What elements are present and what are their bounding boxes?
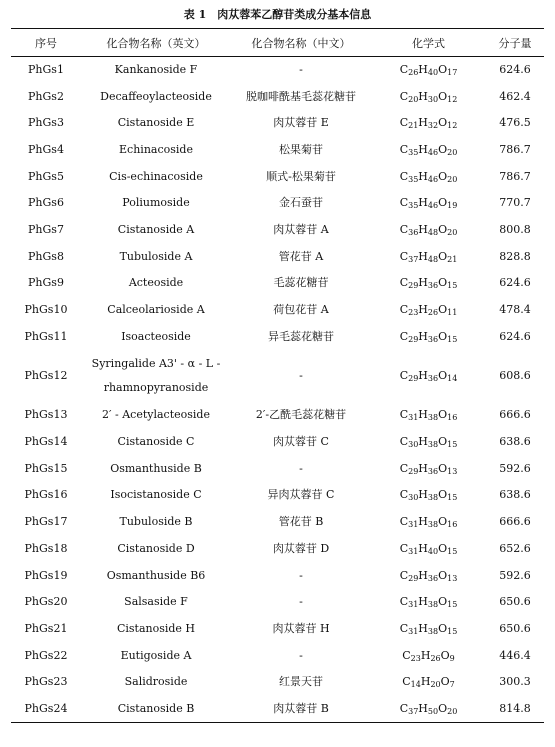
formula-element: H [418,196,428,210]
formula-count: 38 [427,493,439,503]
formula-count: 36 [427,334,439,344]
compound-chinese-name: 肉苁蓉苷 D [272,541,330,555]
compound-formula [371,217,486,244]
compound-molecular-weight: 624.6 [499,329,531,343]
formula-element: C [399,222,409,236]
compound-english-name: Eutigoside A [120,648,192,662]
formula-count: 26 [408,68,419,78]
formula-count: 30 [408,440,419,450]
compound-english-name: Osmanthuside B [110,461,202,475]
formula-count: 21 [408,121,419,131]
formula-count: 29 [408,334,419,344]
table-row [11,455,544,482]
formula-element: O [438,222,448,236]
compound-chinese-name: 管花苷 A [278,249,324,263]
formula-element: O [438,63,448,77]
compound-chinese-name: 松果菊苷 [279,142,323,156]
compound-english-name: Cistanoside A [117,222,195,236]
compound-id: PhGs1 [28,63,64,77]
compound-formula [371,190,486,217]
compound-formula [371,589,486,616]
formula-element: O [438,595,448,609]
compound-id: PhGs18 [24,541,68,555]
compound-english-name: Isocistanoside C [110,488,202,502]
formula-count: 20 [408,94,419,104]
formula-count: 38 [427,520,439,530]
formula-element: C [399,515,409,529]
compound-formula [371,163,486,190]
compound-english-name: Poliumoside [122,196,190,210]
compound-id: PhGs11 [24,329,68,343]
formula-count: 12 [447,94,458,104]
compound-chinese-name: 肉苁蓉苷 C [273,435,329,449]
compound-molecular-weight: 786.7 [499,142,531,156]
header-english-name: 化合物名称（英文） [81,29,231,57]
compound-molecular-weight: 652.6 [499,541,531,555]
formula-element: C [399,568,409,582]
table-row [11,83,544,110]
compound-id: PhGs21 [24,621,68,635]
compound-english-name: 2′ - Acetylacteoside [102,408,210,422]
formula-count: 31 [408,546,419,556]
compound-id: PhGs24 [11,696,81,723]
formula-element: C [399,196,409,210]
formula-element: C [399,408,409,422]
compound-english-name: Cistanoside H [116,621,196,635]
compound-molecular-weight: 650.6 [499,621,531,635]
compound-chinese-name: 管花苷 B [278,515,324,529]
formula-element: C [399,249,409,263]
compound-table [11,28,544,723]
formula-count: 13 [447,466,458,476]
compound-formula [371,297,486,324]
compound-id: PhGs23 [24,675,68,689]
table-row [11,217,544,244]
formula-count: 29 [408,374,419,384]
formula-count: 26 [427,308,439,318]
formula-element: H [418,595,428,609]
compound-id: PhGs7 [28,222,64,236]
formula-element: C [402,648,411,662]
formula-element: O [438,435,448,449]
formula-element: O [440,675,450,689]
formula-element: C [399,701,409,715]
formula-element: H [418,116,428,130]
compound-chinese-name: 异肉苁蓉苷 C [267,488,335,502]
formula-element: C [399,89,409,103]
compound-id: PhGs13 [24,408,68,422]
formula-count: 14 [447,374,458,384]
formula-element: H [418,701,428,715]
formula-count: 23 [408,308,419,318]
formula-count: 9 [449,653,455,663]
compound-formula [371,243,486,270]
formula-count: 38 [427,600,439,610]
formula-count: 20 [447,706,458,716]
compound-formula [371,642,486,669]
formula-count: 20 [447,227,458,237]
formula-element: O [440,648,450,662]
compound-formula [371,57,486,84]
formula-count: 26 [430,653,441,663]
formula-count: 48 [427,227,439,237]
compound-formula [371,350,486,402]
compound-molecular-weight: 786.7 [499,169,531,183]
compound-molecular-weight: 814.8 [486,696,544,723]
compound-chinese-name: 毛蕊花糖苷 [273,276,329,290]
compound-id: PhGs5 [28,169,64,183]
table-row [11,323,544,350]
formula-count: 12 [447,121,458,131]
formula-element: O [438,329,448,343]
formula-count: 36 [427,573,439,583]
formula-count: 31 [408,600,419,610]
formula-count: 35 [408,174,419,184]
formula-element: H [418,303,428,317]
formula-count: 13 [447,573,458,583]
formula-count: 20 [447,174,458,184]
table-row [11,243,544,270]
compound-chinese-name: - [299,461,303,475]
formula-count: 29 [408,466,419,476]
formula-element: O [438,408,448,422]
formula-count: 7 [449,680,455,690]
formula-count: 15 [447,600,458,610]
formula-element: C [399,595,409,609]
compound-formula [371,270,486,297]
formula-element: C [402,675,411,689]
compound-molecular-weight: 446.4 [499,648,531,662]
compound-id: PhGs4 [28,142,64,156]
formula-element: H [418,169,428,183]
formula-element: C [399,276,409,290]
table-row [11,270,544,297]
table-row [11,350,544,402]
formula-count: 19 [447,201,458,211]
formula-element: C [399,116,409,130]
compound-id: PhGs20 [24,595,68,609]
compound-formula [371,482,486,509]
compound-molecular-weight: 592.6 [499,568,531,582]
formula-count: 15 [447,281,458,291]
compound-chinese-name: 肉苁蓉苷 H [272,621,330,635]
formula-element: H [418,568,428,582]
formula-element: H [418,369,428,383]
formula-element: C [399,63,409,77]
compound-id: PhGs17 [24,515,68,529]
compound-chinese-name: 红景天苷 [279,675,323,689]
formula-element: O [438,142,448,156]
formula-element: H [418,249,428,263]
compound-english-name: Tubuloside A [119,249,193,263]
compound-english-name: Kankanoside F [114,63,198,77]
formula-element: C [399,488,409,502]
formula-element: C [399,435,409,449]
formula-count: 15 [447,546,458,556]
compound-english-name: Cis-echinacoside [109,169,203,183]
formula-count: 11 [447,308,458,318]
formula-count: 38 [427,413,439,423]
formula-count: 31 [408,626,419,636]
formula-element: H [418,435,428,449]
formula-count: 38 [427,626,439,636]
compound-formula [371,137,486,164]
compound-chinese-name: 异毛蕊花糖苷 [268,329,334,343]
formula-count: 37 [408,706,419,716]
formula-count: 35 [408,147,419,157]
compound-formula [371,509,486,536]
compound-english-name: Calceolarioside A [107,303,205,317]
header-formula: 化学式 [371,29,486,57]
compound-molecular-weight: 462.4 [499,89,531,103]
formula-element: H [418,621,428,635]
compound-id: PhGs14 [24,435,68,449]
formula-element: H [418,408,428,422]
formula-count: 35 [408,201,419,211]
compound-formula [371,562,486,589]
formula-count: 15 [447,626,458,636]
formula-count: 14 [410,680,421,690]
formula-element: O [438,303,448,317]
formula-element: H [418,461,428,475]
compound-chinese-name: 顺式-松果菊苷 [266,169,336,183]
formula-count: 17 [447,68,458,78]
formula-count: 30 [408,493,419,503]
compound-chinese-name: - [299,369,303,383]
compound-molecular-weight: 650.6 [499,595,531,609]
compound-formula [371,323,486,350]
formula-element: H [418,63,428,77]
compound-english-name: Echinacoside [119,142,193,156]
formula-count: 46 [427,147,439,157]
compound-chinese-name: - [299,648,303,662]
compound-id: PhGs9 [28,276,64,290]
compound-english-name: Acteoside [128,276,184,290]
formula-element: H [420,675,431,689]
formula-count: 36 [408,227,419,237]
compound-molecular-weight: 666.6 [499,408,531,422]
formula-element: O [438,89,448,103]
compound-formula [371,455,486,482]
formula-count: 23 [410,653,421,663]
compound-molecular-weight: 478.4 [499,303,531,317]
table-row [11,669,544,696]
formula-count: 15 [447,334,458,344]
compound-molecular-weight: 666.6 [499,515,531,529]
table-header-row [11,29,544,57]
table-row [11,137,544,164]
compound-formula [371,616,486,643]
compound-molecular-weight: 624.6 [499,276,531,290]
formula-element: C [399,142,409,156]
formula-count: 32 [427,121,439,131]
compound-id: PhGs8 [28,249,64,263]
formula-element: O [438,116,448,130]
formula-element: H [418,541,428,555]
formula-element: O [438,541,448,555]
formula-count: 30 [427,94,439,104]
formula-element: H [418,515,428,529]
table-row [11,616,544,643]
compound-id: PhGs22 [24,648,68,662]
formula-element: H [418,222,428,236]
formula-count: 37 [408,254,419,264]
compound-chinese-name: - [299,595,303,609]
formula-count: 20 [447,147,458,157]
formula-count: 31 [408,520,419,530]
table-body [11,57,544,723]
formula-count: 20 [430,680,441,690]
table-row [11,163,544,190]
formula-count: 29 [408,573,419,583]
compound-formula [371,402,486,429]
compound-chinese-name: 荷包花苷 A [273,303,329,317]
table-row [11,190,544,217]
table-row [11,589,544,616]
formula-count: 40 [427,68,439,78]
formula-element: O [438,169,448,183]
formula-element: O [438,621,448,635]
table-row [11,562,544,589]
compound-chinese-name: 金石蚕苷 [279,196,323,210]
compound-english-name: Decaffeoylacteoside [100,89,212,103]
formula-element: C [399,369,409,383]
compound-molecular-weight: 638.6 [499,435,531,449]
table-row [11,57,544,84]
compound-chinese-name: - [299,568,303,582]
compound-formula [371,83,486,110]
compound-id: PhGs6 [28,196,64,210]
compound-english-name: Syringalide A3' - α - L - rhamnopyranoside [91,357,221,395]
formula-element: H [418,329,428,343]
compound-english-name: Cistanoside E [117,116,195,130]
formula-element: O [438,196,448,210]
compound-molecular-weight: 770.7 [499,196,531,210]
compound-formula [371,110,486,137]
compound-english-name: Cistanoside B [81,696,231,723]
compound-id: PhGs2 [28,89,64,103]
formula-count: 16 [447,520,458,530]
table-row [11,110,544,137]
compound-molecular-weight: 800.8 [499,222,531,236]
formula-element: H [420,648,431,662]
formula-count: 46 [427,201,439,211]
table-row [11,509,544,536]
formula-element: H [418,488,428,502]
compound-molecular-weight: 624.6 [499,63,531,77]
formula-count: 16 [447,413,458,423]
formula-count: 15 [447,440,458,450]
compound-molecular-weight: 300.3 [499,675,531,689]
compound-english-name: Salidroside [124,675,188,689]
compound-id: PhGs16 [24,488,68,502]
formula-count: 48 [427,254,439,264]
formula-count: 50 [427,706,439,716]
formula-count: 38 [427,440,439,450]
formula-element: H [418,276,428,290]
compound-chinese-name: - [299,63,303,77]
compound-english-name: Cistanoside D [117,541,195,555]
compound-formula [371,429,486,456]
formula-element: C [399,303,409,317]
table-row [11,696,544,723]
table-row [11,429,544,456]
compound-molecular-weight: 638.6 [499,488,531,502]
compound-molecular-weight: 476.5 [499,116,531,130]
header-id: 序号 [11,29,81,57]
compound-english-name: Isoacteoside [121,329,191,343]
formula-element: O [438,276,448,290]
table-caption: 表 1 肉苁蓉苯乙醇苷类成分基本信息 [183,8,372,21]
formula-element: C [399,541,409,555]
formula-count: 31 [408,413,419,423]
formula-element: C [399,461,409,475]
formula-element: O [438,701,448,715]
compound-formula [371,696,486,723]
formula-count: 15 [447,493,458,503]
table-row [11,482,544,509]
compound-english-name: Osmanthuside B6 [106,568,206,582]
header-chinese-name: 化合物名称（中文） [231,29,371,57]
compound-id: PhGs10 [24,303,68,317]
compound-id: PhGs19 [24,568,68,582]
compound-english-name: Tubuloside B [119,515,193,529]
formula-element: O [438,568,448,582]
formula-element: C [399,621,409,635]
compound-molecular-weight: 592.6 [499,461,531,475]
formula-element: C [399,329,409,343]
compound-chinese-name: 肉苁蓉苷 E [273,116,329,130]
table-row [11,536,544,563]
table-row [11,297,544,324]
compound-id: PhGs15 [24,461,68,475]
formula-count: 46 [427,174,439,184]
formula-count: 29 [408,281,419,291]
compound-english-name: Salsaside F [124,595,188,609]
compound-id: PhGs3 [28,116,64,130]
header-molecular-weight: 分子量 [486,29,544,57]
formula-count: 36 [427,281,439,291]
formula-count: 21 [447,254,458,264]
formula-element: H [418,89,428,103]
compound-formula [371,669,486,696]
formula-count: 36 [427,466,439,476]
formula-element: C [399,169,409,183]
table-row [11,642,544,669]
formula-element: O [438,515,448,529]
table-row [11,402,544,429]
compound-chinese-name: 2′-乙酰毛蕊花糖苷 [255,408,347,422]
compound-molecular-weight: 608.6 [499,369,531,383]
formula-element: O [438,461,448,475]
compound-chinese-name: 肉苁蓉苷 B [231,696,371,723]
compound-id: PhGs12 [24,369,68,383]
formula-element: H [418,142,428,156]
formula-count: 40 [427,546,439,556]
formula-element: O [438,488,448,502]
compound-molecular-weight: 828.8 [499,249,531,263]
formula-element: O [438,369,448,383]
compound-formula [371,536,486,563]
formula-element: O [438,249,448,263]
compound-english-name: Cistanoside C [117,435,195,449]
compound-chinese-name: 脱咖啡酰基毛蕊花糖苷 [246,89,356,103]
compound-chinese-name: 肉苁蓉苷 A [273,222,329,236]
formula-count: 36 [427,374,439,384]
